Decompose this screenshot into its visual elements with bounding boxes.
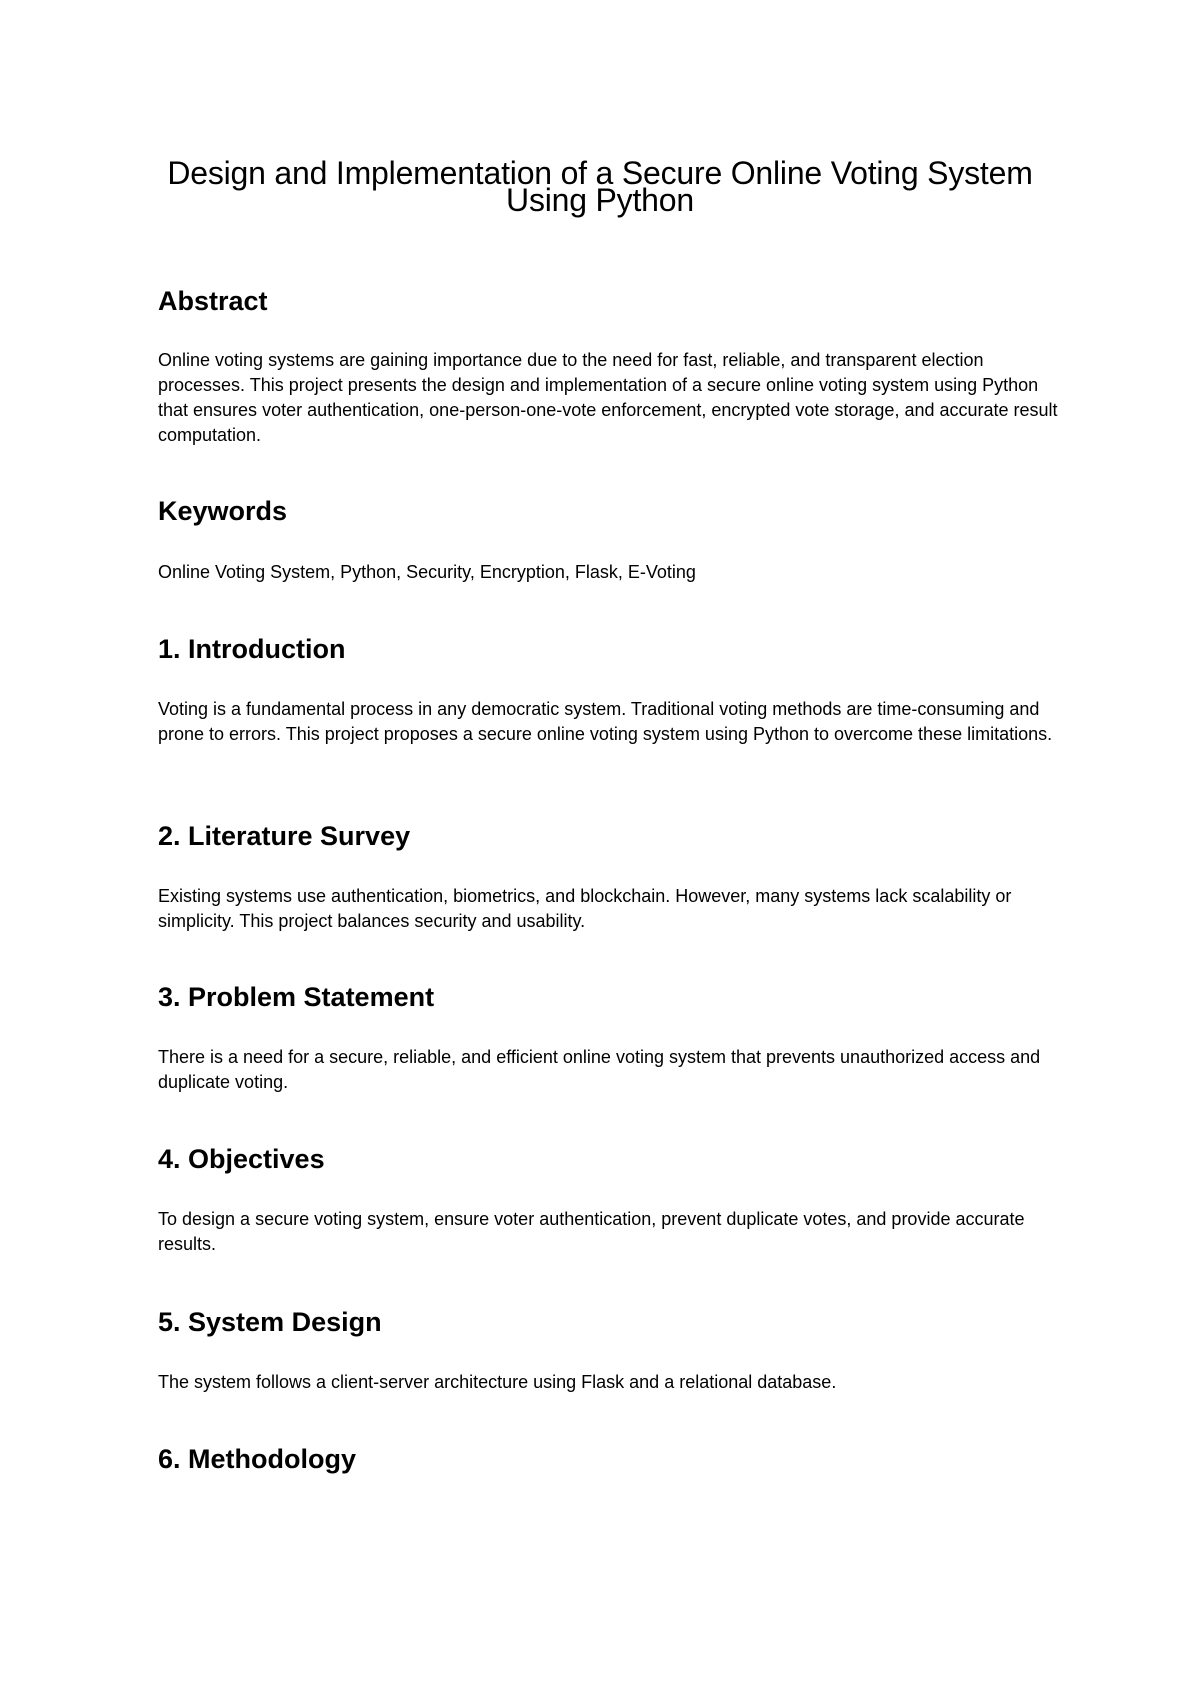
keywords-text: Online Voting System, Python, Security, Encryption, Flask, E-Voting [158, 562, 696, 582]
methodology-heading: 6. Methodology [158, 1444, 356, 1474]
keywords-heading: Keywords [158, 496, 288, 526]
literature-survey-text: Existing systems use authentication, biometrics, and blockchain. However, many systems lack scalability or simplicity. This project balances security and usability. [158, 886, 1012, 931]
system-design-text: The system follows a client-server architecture using Flask and a relational database. [158, 1372, 837, 1392]
literature-survey-heading: 2. Literature Survey [158, 821, 411, 851]
objectives-text: To design a secure voting system, ensure voter authentication, prevent duplicate votes, and provide accurate results. [158, 1209, 1025, 1254]
problem-statement-text: There is a need for a secure, reliable, and efficient online voting system that prevents unauthorized access and duplicate voting. [158, 1047, 1041, 1092]
problem-statement-heading: 3. Problem Statement [158, 982, 435, 1012]
abstract-text: Online voting systems are gaining importance due to the need for fast, reliable, and transparent election processes. This project presents the design and implementation of a secure online voting system using Python that ensures voter authentication, one-person-one-vote enforcement, encrypted vote storage, and accurate result computation. [158, 350, 1058, 445]
system-design-heading: 5. System Design [158, 1307, 382, 1337]
introduction-text: Voting is a fundamental process in any democratic system. Traditional voting methods are time-consuming and prone to errors. This project proposes a secure online voting system using Python to overcome these limitations. [158, 699, 1053, 744]
introduction-heading: 1. Introduction [158, 634, 346, 664]
abstract-heading: Abstract [158, 286, 268, 316]
objectives-heading: 4. Objectives [158, 1144, 325, 1174]
document-title: Design and Implementation of a Secure Online Voting System Using Python [167, 155, 1033, 218]
